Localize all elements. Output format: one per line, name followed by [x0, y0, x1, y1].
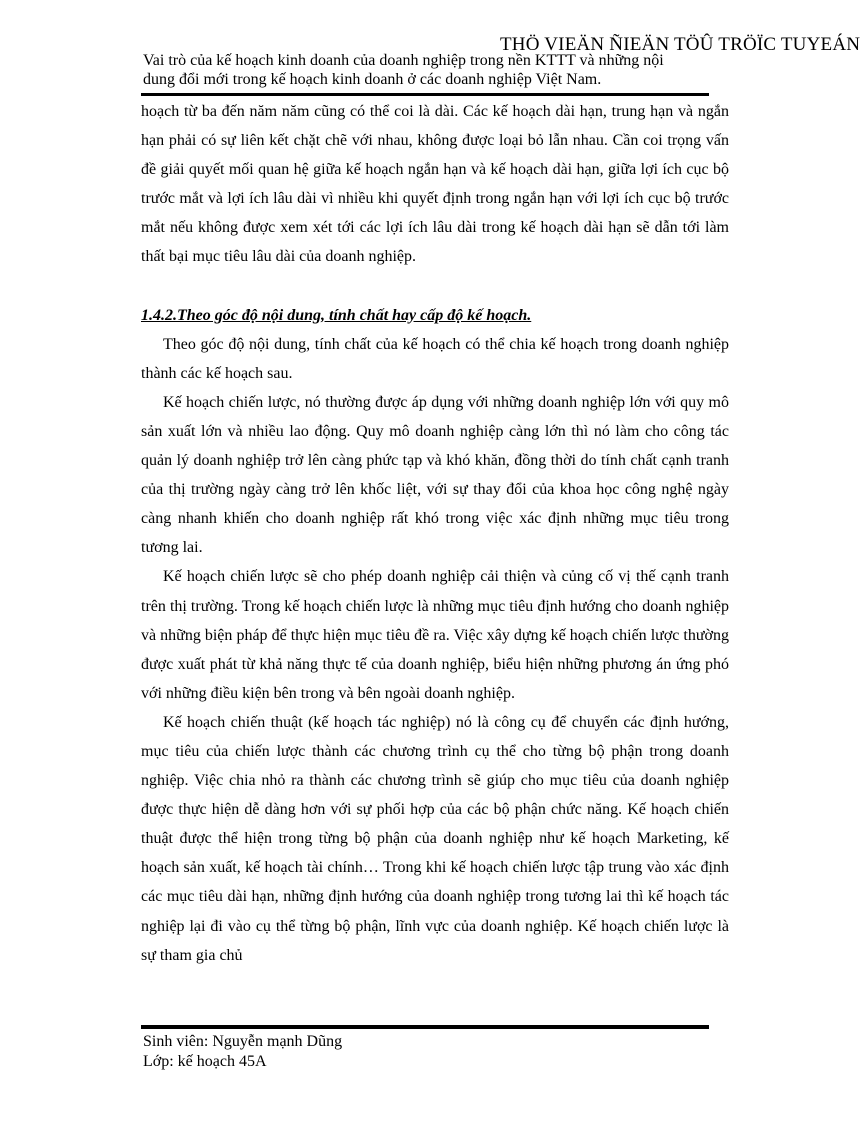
header-line-1: Vai trò của kế hoạch kinh doanh của doanh nghiệp trong nền KTTT và những nội — [143, 52, 664, 69]
footer-class: Lớp: kế hoạch 45A — [143, 1053, 267, 1070]
body-text — [141, 97, 729, 970]
header-line-2: dung đổi mới trong kế hoạch kinh doanh ở các doanh nghiệp Việt Nam. — [143, 71, 602, 88]
header-divider — [141, 93, 709, 96]
footer-divider — [141, 1025, 709, 1029]
paragraph: Theo góc độ nội dung, tính chất của kế hoạch có thể chia kế hoạch trong doanh nghiệp thành các kế hoạch sau. — [141, 335, 729, 382]
paragraph: Kế hoạch chiến lược sẽ cho phép doanh nghiệp cải thiện và củng cố vị thế cạnh tranh trên thị trường. Trong kế hoạch chiến lược là những mục tiêu định hướng cho doanh nghiệp và những biện pháp để thực hiện mục tiêu đề ra. Việc xây dựng kế hoạch chiến lược thường được xuất phát từ khả năng thực tế của doanh nghiệp, biểu hiện những phương án ứng phó với những điều kiện bên trong và bên ngoài doanh nghiệp. — [141, 568, 729, 702]
page-footer — [143, 1032, 342, 1072]
running-header — [143, 51, 723, 89]
paragraph: Kế hoạch chiến lược, nó thường được áp dụng với những doanh nghiệp lớn với quy mô sản xuất lớn và nhiều lao động. Quy mô doanh nghiệp càng lớn thì nó làm cho công tác quản lý doanh nghiệp trở lên càng phức tạp và khó khăn, đồng thời do tính chất cạnh tranh của thị trường ngày càng trở lên khốc liệt, với sự thay đổi của khoa học công nghệ ngày càng nhanh khiến cho doanh nghiệp rất khó trong việc xác định những mục tiêu trong tương lai. — [141, 393, 729, 557]
paragraph-continuation: hoạch từ ba đến năm năm cũng có thể coi là dài. Các kế hoạch dài hạn, trung hạn và ngắn hạn phải có sự liên kết chặt chẽ với nhau, không được loại bỏ lẫn nhau. Cần coi trọng vấn đề giải quyết mối quan hệ giữa kế hoạch ngắn hạn và kế hoạch dài hạn, giữa lợi ích cục bộ trước mắt và lợi ích lâu dài vì nhiều khi quyết định trong ngắn hạn với lợi ích cục bộ trước mắt nếu không được xem xét tới các lợi ích lâu dài trong kế hoạch dài hạn sẽ dẫn tới làm thất bại mục tiêu lâu dài của doanh nghiệp. — [141, 103, 729, 266]
paragraph: Kế hoạch chiến thuật (kế hoạch tác nghiệp) nó là công cụ để chuyển các định hướng, mục tiêu của chiến lược thành các chương trình cụ thể cho từng bộ phận trong doanh nghiệp. Việc chia nhỏ ra thành các chương trình sẽ giúp cho mục tiêu của doanh nghiệp được thực hiện dễ dàng hơn với sự phối hợp của các bộ phận chức năng. Kế hoạch chiến thuật được thể hiện trong từng bộ phận của doanh nghiệp như kế hoạch Marketing, kế hoạch sản xuất, kế hoạch tài chính… Trong khi kế hoạch chiến lược tập trung vào xác định các mục tiêu dài hạn, những định hướng của doanh nghiệp trong tương lai thì kế hoạch tác nghiệp lại đi vào cụ thể từng bộ phận, lĩnh vực của doanh nghiệp. Kế hoạch chiến lược là sự tham gia chủ — [141, 713, 729, 964]
section-heading: 1.4.2.Theo góc độ nội dung, tính chất hay cấp độ kế hoạch. — [141, 306, 532, 324]
footer-student: Sinh viên: Nguyễn mạnh Dũng — [143, 1033, 343, 1050]
watermark: THÖ VIEÄN ÑIEÄN TÖÛ TRÖÏC TUYEÁN — [500, 34, 860, 55]
